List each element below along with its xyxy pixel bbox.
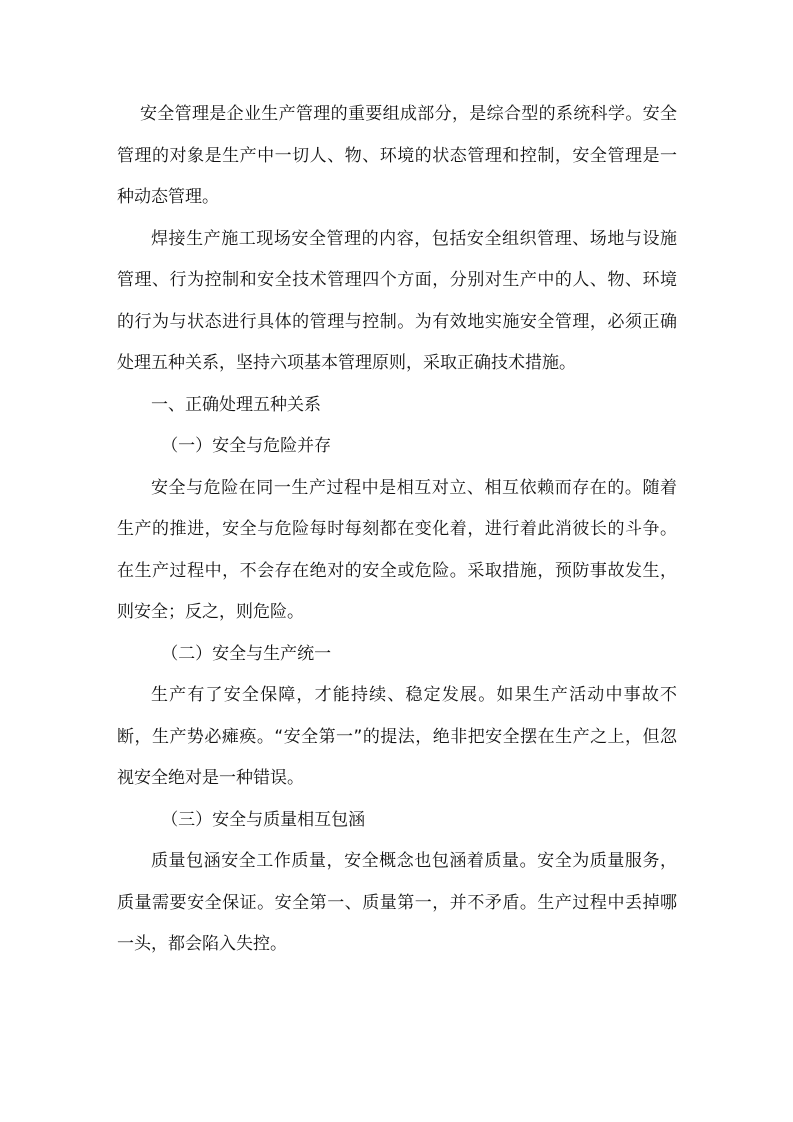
subsection-paragraph-3: 质量包涵安全工作质量，安全概念也包涵着质量。安全为质量服务，质量需要安全保证。安全第一、质量第一，并不矛盾。生产过程中丢掉哪一头，都会陷入失控。 <box>117 851 677 954</box>
intro-paragraph-1: 安全管理是企业生产管理的重要组成部分，是综合型的系统科学。安全管理的对象是生产中一切人、物、环境的状态管理和控制，安全管理是一种动态管理。 <box>117 104 677 207</box>
subsection-heading-3: （三）安全与质量相互包涵 <box>161 809 366 830</box>
subsection-paragraph-2: 生产有了安全保障，才能持续、稳定发展。如果生产活动中事故不断，生产势必瘫痪。“安全第一”的提法，绝非把安全摆在生产之上，但忽视安全绝对是一种错误。 <box>117 685 677 788</box>
subsection-heading-2: （二）安全与生产统一 <box>161 643 332 664</box>
subsection-heading-1: （一）安全与危险并存 <box>161 436 332 456</box>
subsection-paragraph-1: 安全与危险在同一生产过程中是相互对立、相互依赖而存在的。随着生产的推进，安全与危险每时每刻都在变化着，进行着此消彼长的斗争。在生产过程中，不会存在绝对的安全或危险。采取措施，预防事故发生，则安全；反之，则危险。 <box>117 477 677 622</box>
intro-paragraph-2: 焊接生产施工现场安全管理的内容，包括安全组织管理、场地与设施管理、行为控制和安全技术管理四个方面，分别对生产中的人、物、环境的行为与状态进行具体的管理与控制。为有效地实施安全管理，必须正确处理五种关系，坚持六项基本管理原则，采取正确技术措施。 <box>117 228 677 373</box>
section-heading: 一、正确处理五种关系 <box>151 394 321 415</box>
document-page <box>117 94 677 966</box>
